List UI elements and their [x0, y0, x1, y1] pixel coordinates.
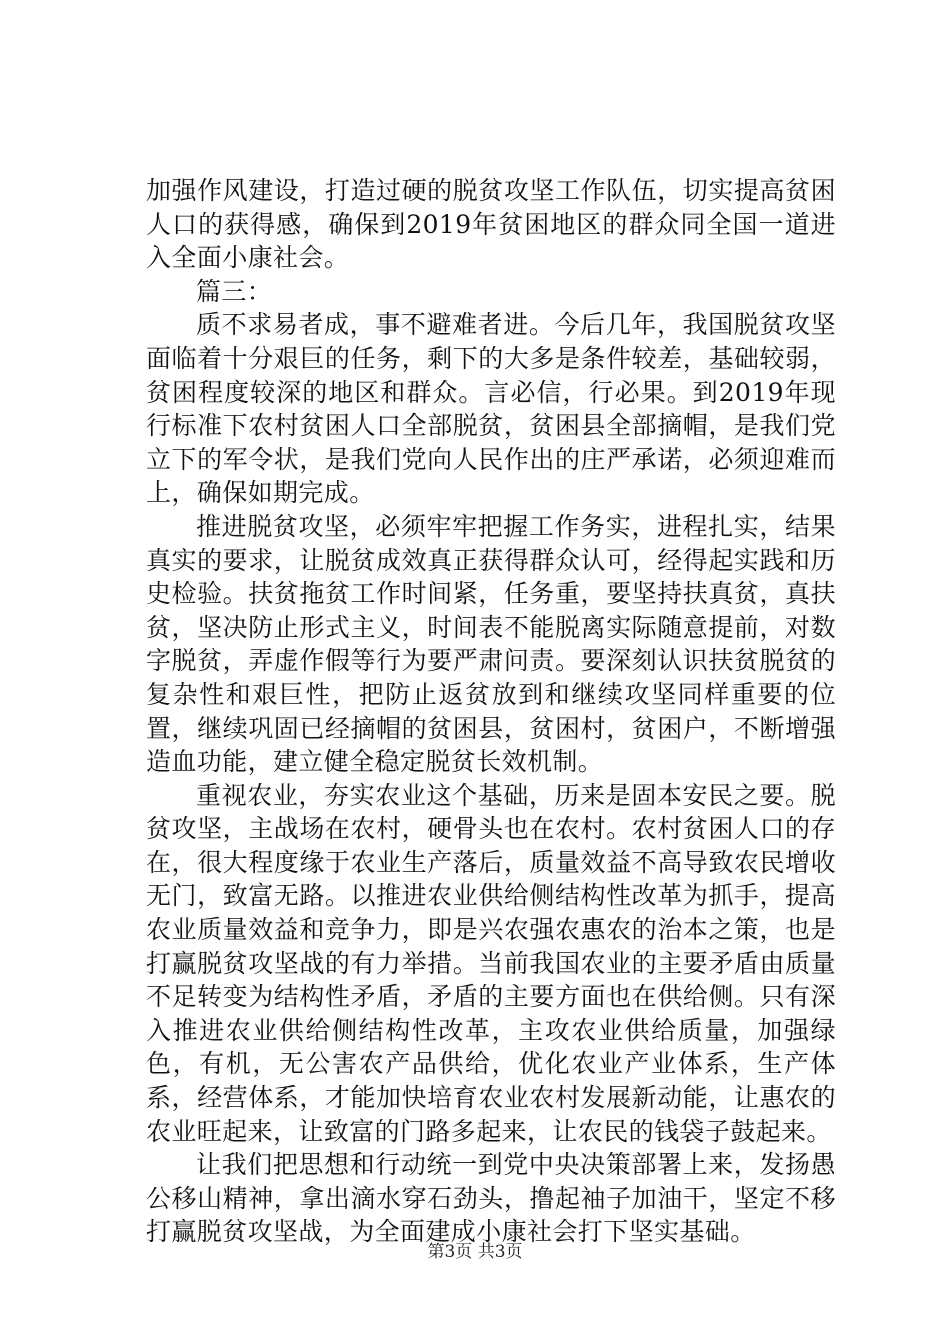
paragraph: 质不求易者成，事不避难者进。今后几年，我国脱贫攻坚面临着十分艰巨的任务，剩下的大多是条件较差，基础较弱，贫困程度较深的地区和群众。言必信，行必果。到2019年现行标准下农村贫困人口全部脱贫，贫困县全部摘帽，是我们党立下的军令状，是我们党向人民作出的庄严承诺，必须迎难而上，确保如期完成。: [146, 310, 836, 508]
section-heading: 篇三：: [196, 276, 273, 306]
paragraph: 让我们把思想和行动统一到党中央决策部署上来，发扬愚公移山精神，拿出滴水穿石劲头，撸起袖子加油干，坚定不移打赢脱贫攻坚战，为全面建成小康社会打下坚实基础。: [146, 1150, 836, 1247]
paragraph: 重视农业，夯实农业这个基础，历来是固本安民之要。脱贫攻坚，主战场在农村，硬骨头也在农村。农村贫困人口的存在，很大程度缘于农业生产落后，质量效益不高导致农民增收无门，致富无路。以推进农业供给侧结构性改革为抓手，提高农业质量效益和竞争力，即是兴农强农惠农的治本之策，也是打赢脱贫攻坚战的有力举措。当前我国农业的主要矛盾由质量不足转变为结构性矛盾，矛盾的主要方面也在供给侧。只有深入推进农业供给侧结构性改革，主攻农业供给质量，加强绿色，有机，无公害农产品供给，优化农业产业体系，生产体系，经营体系，才能加快培育农业农村发展新动能，让惠农的农业旺起来，让致富的门路多起来，让农民的钱袋子鼓起来。: [146, 780, 836, 1146]
body-text: [146, 174, 836, 1249]
paragraph-continuation: 加强作风建设，打造过硬的脱贫攻坚工作队伍，切实提高贫困人口的获得感，确保到2019年贫困地区的群众同全国一道进入全面小康社会。: [146, 176, 836, 273]
paragraph: 推进脱贫攻坚，必须牢牢把握工作务实，进程扎实，结果真实的要求，让脱贫成效真正获得群众认可，经得起实践和历史检验。扶贫拖贫工作时间紧，任务重，要坚持扶真贫，真扶贫，坚决防止形式主义，时间表不能脱离实际随意提前，对数字脱贫，弄虚作假等行为要严肃问责。要深刻认识扶贫脱贫的复杂性和艰巨性，把防止返贫放到和继续攻坚同样重要的位置，继续巩固已经摘帽的贫困县，贫困村，贫困户，不断增强造血功能，建立健全稳定脱贫长效机制。: [146, 511, 836, 777]
page-number-footer: 第3页 共3页: [427, 1242, 523, 1262]
